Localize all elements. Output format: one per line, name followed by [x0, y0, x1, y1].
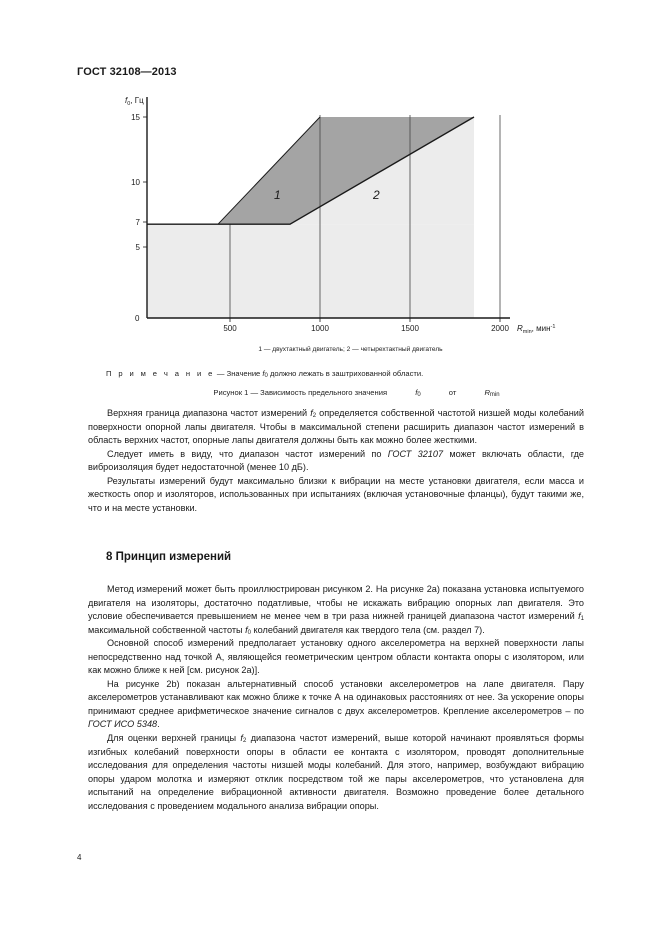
para4-b: максимальной собственной частоты — [88, 624, 246, 635]
note-dash: — Значение — [214, 369, 263, 378]
paragraphs-block-1 — [88, 407, 584, 515]
para7-a: Для оценки верхней границы — [107, 733, 241, 744]
note-prefix: П р и м е ч а н и е — [106, 369, 215, 378]
section-heading-8: 8 Принцип измерений — [106, 551, 232, 563]
x-axis-label-unit: , мин — [531, 324, 551, 333]
para6-a: На рисунке 2b) показан альтернативный способ установки акселерометров на лапе двигателя. Пару акселерометров устанавливают как можно ближе к точке А на одинаковых расстояниях от нее. За ускорение опоры принимают среднее арифметическое значение сигналов с двух акселерометров. Крепление акселерометров – по — [88, 678, 584, 716]
paragraphs-block-2 — [88, 583, 584, 813]
document-header: ГОСТ 32108—2013 — [77, 66, 177, 78]
para7-b: диапазона частот измерений, выше которой начинают проявляться формы изгибных колебаний поверхности опоры в области ее контакта с изолятором, проводят дополнительные исследования для определения частоты низшей моды колебаний. Для этого, например, возбуждают вибрацию опоры ударом молотка и измеряют отклик посредством той же пары акселерометров, что установлена для испытаний на определение вибрационной активности двигателя. Возможно проведение более детального исследования с проведением модального анализа вибрации опоры. — [88, 733, 584, 811]
note-var: f — [262, 369, 265, 378]
y-tick-label-10: 10 — [131, 178, 140, 187]
note-rest: должно лежать в заштрихованной области. — [267, 369, 424, 378]
para6-ref: ГОСТ ИСО 5348 — [88, 719, 158, 730]
note-var-sub: 0 — [264, 373, 268, 379]
para4-a: Метод измерений может быть проиллюстрирован рисунком 2. На рисунке 2а) показана установка испытуемого двигателя на изоляторы, достаточно податливые, чтобы не искажать вибрацию опорных лап двигателя. Это условие обеспечивается превышением не менее чем в три раза нижней границей диапазона частот измерений — [88, 584, 584, 622]
paragraph-1 — [88, 407, 584, 448]
origin-label: 0 — [135, 314, 140, 323]
paragraph-2 — [88, 448, 584, 475]
caption-var2: R — [484, 388, 490, 397]
y-tick-label-5: 5 — [135, 243, 140, 252]
region-1-label: 1 — [274, 188, 281, 202]
caption-var2-sub: min — [489, 392, 500, 398]
x-axis-label-sub: min — [522, 329, 532, 335]
paragraph-4 — [88, 583, 584, 637]
y-tick-label-7: 7 — [135, 218, 140, 227]
y-axis-label — [125, 96, 144, 107]
para7-sub: 2 — [242, 738, 247, 745]
region-2-label: 2 — [373, 188, 380, 202]
x-tick-label-2000: 2000 — [491, 324, 509, 333]
para1-var: f — [310, 408, 313, 418]
para2-ref: ГОСТ 32107 — [387, 448, 444, 459]
figure-note — [106, 369, 423, 378]
y-axis-label-unit: , Гц — [130, 96, 144, 105]
para2-b: может включать области, где виброизоляция будет недостаточной (менее 10 дБ). — [88, 448, 585, 473]
figure-caption — [0, 388, 661, 397]
y-axis-label-sub: 0 — [127, 101, 131, 107]
below-region — [147, 224, 474, 318]
para4-c: колебаний двигателя как твердого тела (см. раздел 7). — [251, 624, 485, 635]
page-number: 4 — [77, 853, 82, 862]
y-tick-label-15: 15 — [131, 113, 140, 122]
paragraph-7 — [88, 732, 584, 813]
x-axis-label-var: R — [517, 324, 523, 333]
plot-area — [147, 117, 474, 318]
paragraph-3: Результаты измерений будут максимально близки к вибрации на месте установки двигателя, если масса и жесткость опор и изоляторов, использованных при испытаниях (включая установочные фланцы), будут такими же, что и на месте установки. — [88, 475, 584, 513]
para4-sub2: 0 — [247, 629, 251, 636]
x-tick-label-500: 500 — [223, 324, 237, 333]
para1-b: определяется собственной частотой низшей моды колебаний поверхности опорной лапы двигателя. Чтобы в максимальной степени расширить диапазон частот измерений в область верхних частот, опорные лапы двигателя должны быть как можно более жесткими. — [88, 408, 584, 446]
y-axis-label-var: f — [125, 96, 128, 105]
caption-mid: от — [446, 388, 459, 397]
x-axis-label — [517, 324, 555, 335]
para1-sub: 2 — [312, 413, 317, 419]
caption-var: f — [415, 388, 418, 397]
caption-text: Рисунок 1 — Зависимость предельного значения — [213, 388, 390, 397]
para6-b: . — [157, 719, 160, 730]
x-axis-label-sup: -1 — [550, 324, 556, 330]
figure-legend-text: 1 — двухтактный двигатель; 2 — четырехтактный двигатель — [258, 346, 443, 353]
para4-sub1: 1 — [580, 616, 584, 623]
para7-var: f — [240, 733, 243, 744]
x-tick-label-1500: 1500 — [401, 324, 419, 333]
para2-a: Следует иметь в виду, что диапазон частот измерений по — [107, 448, 388, 459]
paragraph-5: Основной способ измерений предполагает установку одного акселерометра на верхней поверхности лапы непосредственно над точкой А, являющейся геометрическим центром области контакта опоры с изолятором, или как можно ближе к ней [см. рисунок 2а)]. — [88, 638, 584, 676]
paragraph-6 — [88, 678, 584, 732]
para4-var1: f — [578, 611, 581, 622]
caption-var-sub: 0 — [417, 392, 421, 398]
figure-1-chart — [0, 80, 661, 342]
x-tick-label-1000: 1000 — [311, 324, 329, 333]
figure-legend — [0, 346, 661, 353]
para1-a: Верхняя граница диапазона частот измерений — [107, 408, 311, 418]
para4-var2: f — [245, 624, 248, 635]
